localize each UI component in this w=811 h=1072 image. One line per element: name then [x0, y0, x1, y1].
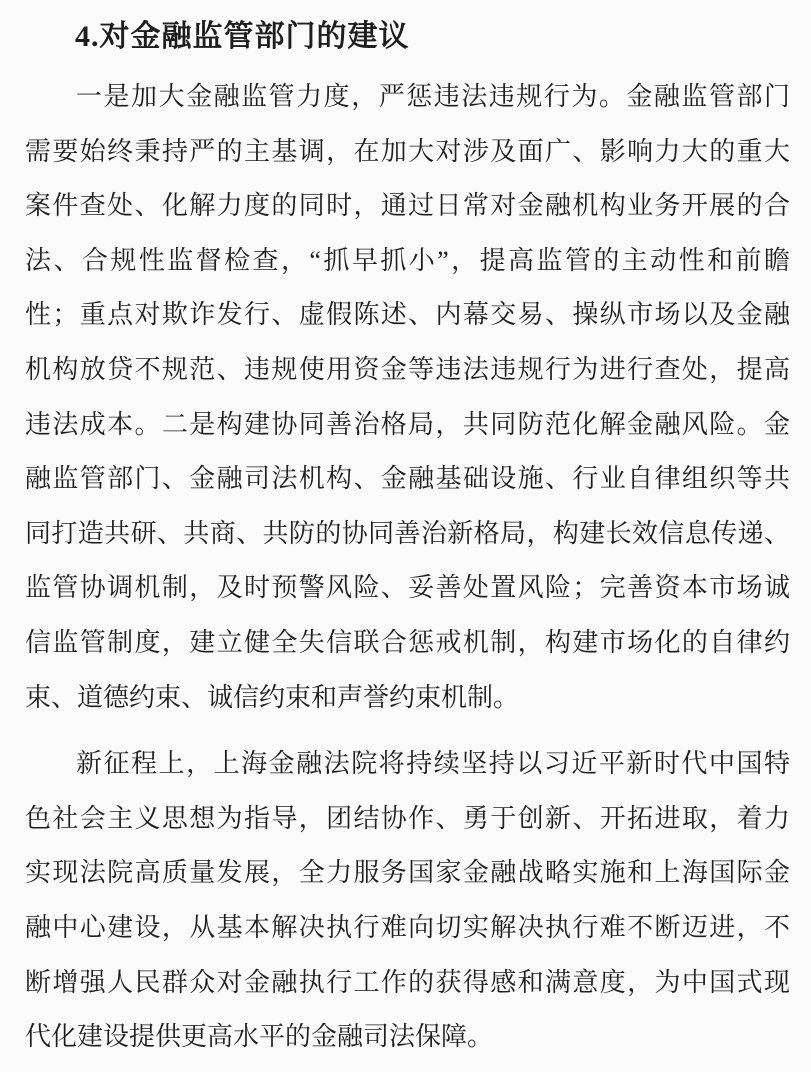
text-line: 断增强人民群众对金融执行工作的获得感和满意度，为中国式现 [25, 967, 790, 997]
text-line: 违法成本。二是构建协同善治格局，共同防范化解金融风险。金 [25, 409, 790, 439]
text-line: 一是加大金融监管力度，严惩违法违规行为。金融监管部门 [76, 82, 790, 111]
text-line: 案件查处、化解力度的同时，通过日常对金融机构业务开展的合 [25, 191, 790, 221]
text-line: 机构放贷不规范、违规使用资金等违法违规行为进行查处，提高 [25, 354, 790, 384]
text-line: 代化建设提供更高水平的金融司法保障。 [25, 1022, 494, 1052]
text-line: 色社会主义思想为指导，团结协作、勇于创新、开拓进取，着力 [25, 803, 790, 833]
text-line: 束、道德约束、诚信约束和声誉约束机制。 [25, 682, 520, 712]
text-line: 监管协调机制，及时预警风险、妥善处置风险；完善资本市场诚 [25, 573, 790, 603]
paragraph [25, 737, 790, 1065]
text-line: 法、合规性监督检查，“抓早抓小”，提高监管的主动性和前瞻 [25, 245, 790, 275]
text-line: 实现法院高质量发展，全力服务国家金融战略实施和上海国际金 [25, 858, 790, 888]
text-line: 同打造共研、共商、共防的协同善治新格局，构建长效信息传递、 [25, 518, 790, 548]
text-line: 融监管部门、金融司法机构、金融基础设施、行业自律组织等共 [25, 464, 790, 494]
text-line: 需要始终秉持严的主基调，在加大对涉及面广、影响力大的重大 [25, 136, 790, 166]
section-heading: 4.对金融监管部门的建议 [75, 20, 410, 53]
text-line: 信监管制度，建立健全失信联合惩戒机制，构建市场化的自律约 [25, 627, 790, 657]
text-line: 新征程上，上海金融法院将持续坚持以习近平新时代中国特 [76, 749, 790, 779]
text-line: 融中心建设，从基本解决执行难向切实解决执行难不断迈进，不 [25, 912, 790, 942]
paragraph [25, 70, 790, 725]
text-line: 性；重点对欺诈发行、虚假陈述、内幕交易、操纵市场以及金融 [25, 300, 790, 330]
